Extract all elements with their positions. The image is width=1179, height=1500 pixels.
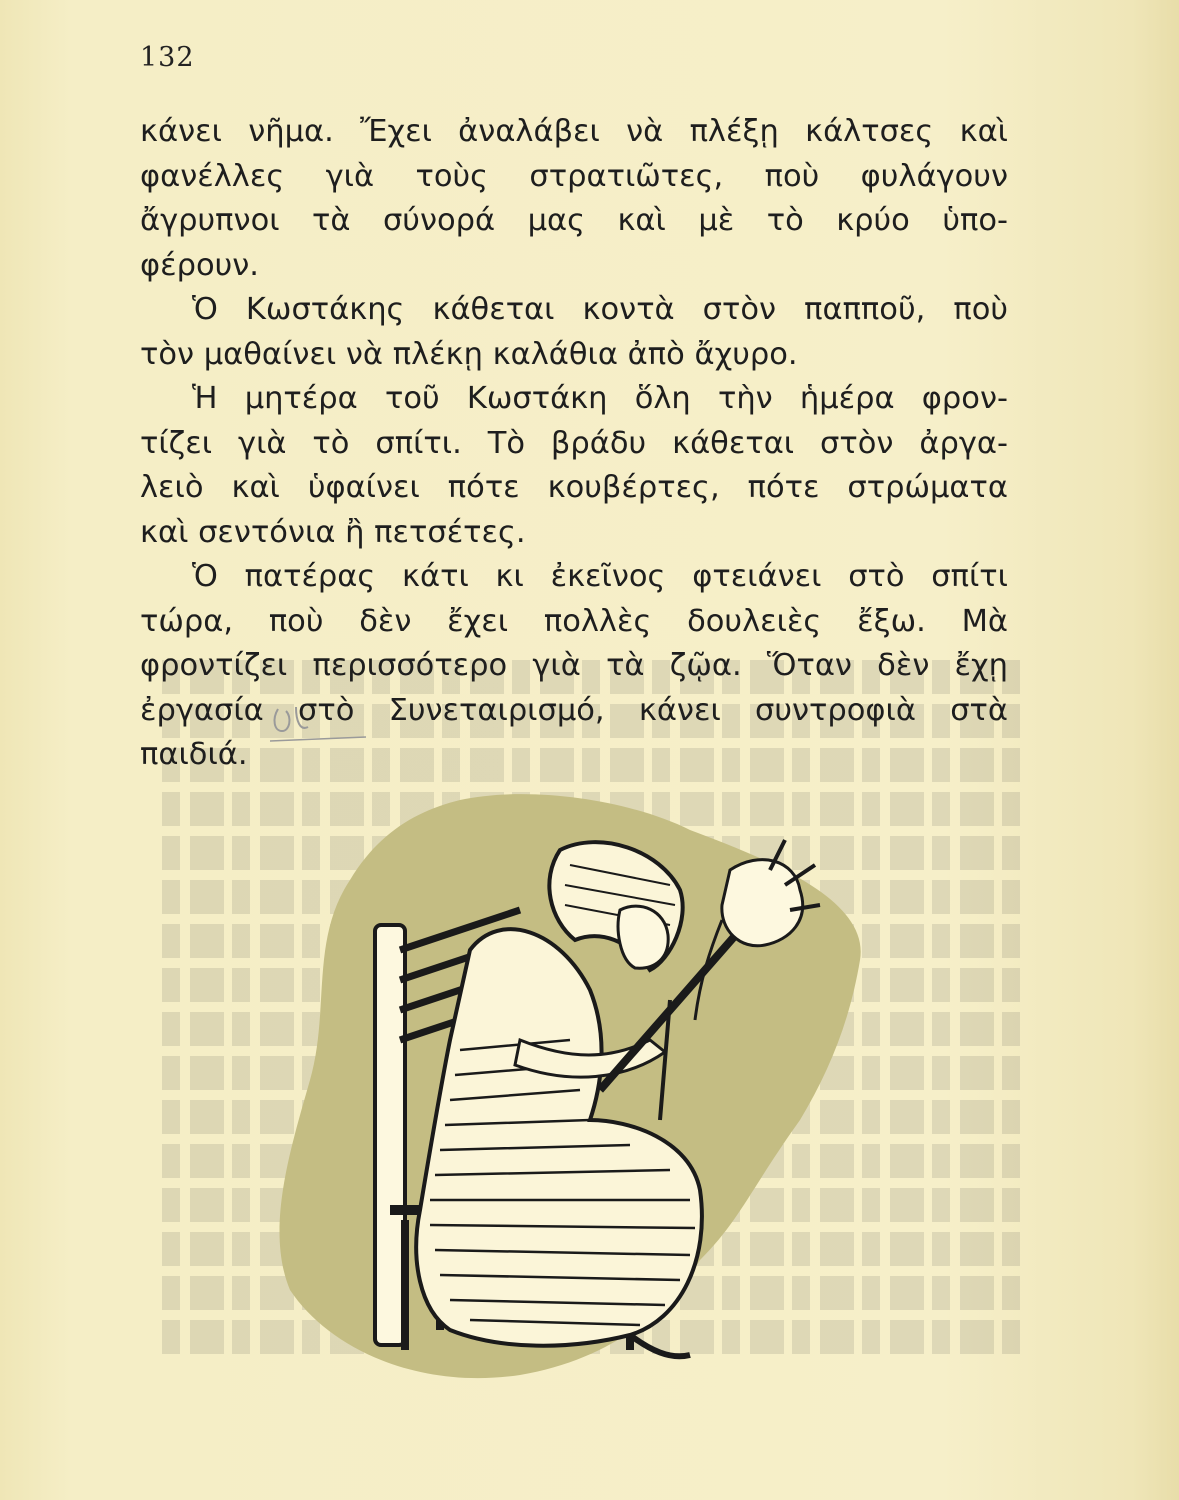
text-line: Ἡ μητέρα τοῦ Κωστάκη ὅλη τὴν ἡμέρα φρον- [192, 381, 1008, 416]
paragraph [140, 377, 1008, 555]
pencil-mark-icon [270, 697, 370, 747]
text-line: ἐργασία στὸ Συνεταιρισμό, κάνει συντροφιὰ στὰ [140, 692, 1008, 728]
text-line: ἄγρυπνοι τὰ σύνορά μας καὶ μὲ τὸ κρύο ὑπο- [140, 203, 1008, 238]
page-number: 132 [140, 42, 195, 73]
text-line: Ὁ πατέρας κάτι κι ἐκεῖνος φτειάνει στὸ σπίτι [192, 559, 1008, 594]
paragraph [140, 110, 1008, 288]
text-line: τώρα, ποὺ δὲν ἔχει πολλὲς δουλειὲς ἔξω. Μὰ [140, 603, 1008, 639]
body-text [140, 110, 1008, 778]
text-line: Ὁ Κωστάκης κάθεται κοντὰ στὸν παπποῦ, ποὺ [192, 292, 1008, 327]
text-line: φανέλλες γιὰ τοὺς στρατιῶτες, ποὺ φυλάγουν [140, 158, 1008, 194]
text-line: τίζει γιὰ τὸ σπίτι. Τὸ βράδυ κάθεται στὸν ἀργα- [140, 425, 1008, 461]
text-line: τὸν μαθαίνει νὰ πλέκῃ καλάθια ἀπὸ ἄχυρο. [140, 336, 798, 372]
text-line: καὶ σεντόνια ἢ πετσέτες. [140, 514, 526, 550]
old-woman-spinning-wool-illustration [270, 790, 870, 1380]
text-line: παιδιά. [140, 737, 248, 772]
text-line: φέρουν. [140, 247, 260, 283]
text-line: λειὸ καὶ ὑφαίνει πότε κουβέρτες, πότε στρώματα [140, 470, 1008, 505]
paragraph [140, 288, 1008, 377]
text-line: φροντίζει περισσότερο γιὰ τὰ ζῷα. Ὅταν δὲν ἔχῃ [140, 648, 1008, 683]
text-line: κάνει νῆμα. Ἔχει ἀναλάβει νὰ πλέξῃ κάλτσες καὶ [140, 114, 1008, 149]
